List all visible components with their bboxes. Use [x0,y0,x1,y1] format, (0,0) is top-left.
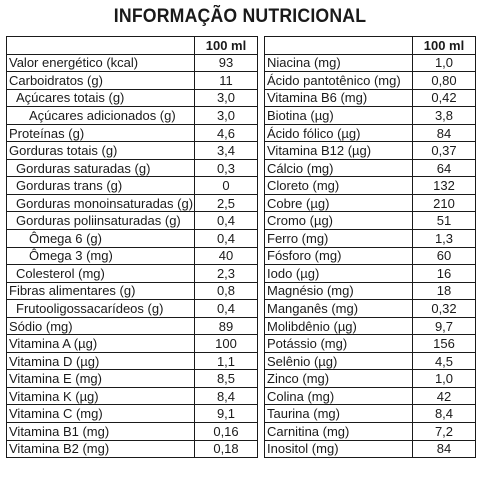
nutrient-name: Cobre (µg) [265,194,413,212]
table-row [265,89,476,107]
nutrient-name: Potássio (mg) [265,335,413,353]
nutrient-name: Gorduras totais (g) [7,142,195,160]
nutrient-value: 60 [413,247,476,265]
table-row [7,72,258,90]
nutrient-name: Magnésio (mg) [265,282,413,300]
table-row [265,194,476,212]
table-row [7,212,258,230]
nutrient-value: 40 [195,247,258,265]
nutrient-value: 89 [195,317,258,335]
table-row [7,230,258,248]
nutrient-name: Cloreto (mg) [265,177,413,195]
page-title: INFORMAÇÃO NUTRICIONAL [113,6,367,27]
nutrient-value: 8,4 [195,387,258,405]
nutrient-value: 9,1 [195,405,258,423]
nutrient-name: Vitamina C (mg) [7,405,195,423]
table-row [265,405,476,423]
table-header-row [7,37,258,55]
header-blank-cell [265,37,413,55]
table-row [265,142,476,160]
nutrient-name: Gorduras poliinsaturadas (g) [7,212,195,230]
nutrient-value: 0,16 [195,423,258,441]
nutrient-name: Vitamina E (mg) [7,370,195,388]
nutrient-value: 0,18 [195,440,258,458]
nutrient-value: 0,4 [195,300,258,318]
nutrient-name: Carnitina (mg) [265,423,413,441]
nutrient-name: Vitamina D (µg) [7,352,195,370]
nutrient-value: 18 [413,282,476,300]
nutrient-value: 1,3 [413,230,476,248]
nutrient-value: 210 [413,194,476,212]
nutrient-value: 1,0 [413,370,476,388]
nutrient-name: Inositol (mg) [265,440,413,458]
nutrient-value: 1,0 [413,54,476,72]
nutrient-name: Biotina (µg) [265,107,413,125]
nutrient-name: Zinco (mg) [265,370,413,388]
nutrient-name: Niacina (mg) [265,54,413,72]
nutrient-name: Gorduras monoinsaturadas (g) [7,194,195,212]
nutrient-value: 156 [413,335,476,353]
table-row [265,440,476,458]
nutrient-name: Fibras alimentares (g) [7,282,195,300]
nutrient-value: 0,37 [413,142,476,160]
nutrient-name: Açúcares adicionados (g) [7,107,195,125]
table-row [265,370,476,388]
nutrient-value: 100 [195,335,258,353]
header-blank-cell [7,37,195,55]
nutrient-value: 0 [195,177,258,195]
table-row [265,159,476,177]
nutrient-name: Gorduras saturadas (g) [7,159,195,177]
nutrient-value: 0,4 [195,230,258,248]
nutrient-value: 2,3 [195,265,258,283]
table-row [7,387,258,405]
nutrition-table-right [264,36,476,458]
table-row [265,247,476,265]
nutrient-value: 7,2 [413,423,476,441]
nutrient-value: 93 [195,54,258,72]
nutrient-value: 1,1 [195,352,258,370]
nutrient-name: Colesterol (mg) [7,265,195,283]
nutrient-name: Molibdênio (µg) [265,317,413,335]
nutrient-name: Proteínas (g) [7,124,195,142]
nutrient-name: Selênio (µg) [265,352,413,370]
nutrient-value: 84 [413,440,476,458]
nutrient-value: 0,3 [195,159,258,177]
nutrient-value: 8,4 [413,405,476,423]
table-row [265,300,476,318]
nutrient-value: 64 [413,159,476,177]
table-row [7,247,258,265]
nutrient-value: 0,42 [413,89,476,107]
nutrient-name: Cromo (µg) [265,212,413,230]
table-row [7,352,258,370]
nutrient-value: 0,32 [413,300,476,318]
nutrient-value: 84 [413,124,476,142]
nutrient-value: 9,7 [413,317,476,335]
nutrient-value: 2,5 [195,194,258,212]
nutrient-name: Fósforo (mg) [265,247,413,265]
header-serving-cell: 100 ml [195,37,258,55]
table-row [7,370,258,388]
nutrition-table-left [6,36,258,458]
nutrient-value: 51 [413,212,476,230]
nutrient-value: 8,5 [195,370,258,388]
table-row [7,159,258,177]
nutrient-name: Ácido pantotênico (mg) [265,72,413,90]
nutrient-value: 16 [413,265,476,283]
table-row [265,387,476,405]
nutrient-name: Vitamina B6 (mg) [265,89,413,107]
nutrient-value: 0,4 [195,212,258,230]
table-row [265,335,476,353]
table-row [265,423,476,441]
table-row [265,54,476,72]
table-row [7,440,258,458]
nutrient-name: Ácido fólico (µg) [265,124,413,142]
nutrient-name: Vitamina K (µg) [7,387,195,405]
header-serving-cell: 100 ml [413,37,476,55]
nutrient-name: Vitamina A (µg) [7,335,195,353]
nutrient-name: Ferro (mg) [265,230,413,248]
table-row [265,212,476,230]
nutrient-value: 0,80 [413,72,476,90]
nutrient-value: 4,6 [195,124,258,142]
nutrient-value: 3,0 [195,107,258,125]
nutrient-value: 11 [195,72,258,90]
table-row [7,89,258,107]
nutrient-name: Vitamina B1 (mg) [7,423,195,441]
table-row [7,142,258,160]
table-row [7,282,258,300]
nutrient-value: 3,8 [413,107,476,125]
nutrient-name: Ômega 3 (mg) [7,247,195,265]
nutrient-value: 0,8 [195,282,258,300]
nutrient-name: Taurina (mg) [265,405,413,423]
nutrient-name: Gorduras trans (g) [7,177,195,195]
nutrient-name: Valor energético (kcal) [7,54,195,72]
table-row [265,317,476,335]
table-row [7,107,258,125]
table-row [265,177,476,195]
nutrient-value: 3,0 [195,89,258,107]
table-header-row [265,37,476,55]
table-row [7,265,258,283]
nutrient-name: Manganês (mg) [265,300,413,318]
nutrient-value: 132 [413,177,476,195]
table-row [7,124,258,142]
table-row [265,72,476,90]
nutrient-name: Carboidratos (g) [7,72,195,90]
table-row [7,300,258,318]
table-row [7,194,258,212]
table-row [265,107,476,125]
table-row [7,177,258,195]
nutrient-value: 4,5 [413,352,476,370]
table-row [265,282,476,300]
table-row [7,423,258,441]
table-row [7,335,258,353]
nutrient-name: Frutooligossacarídeos (g) [7,300,195,318]
table-row [7,405,258,423]
table-row [265,230,476,248]
nutrient-name: Vitamina B12 (µg) [265,142,413,160]
nutrient-value: 42 [413,387,476,405]
table-row [7,317,258,335]
nutrient-name: Iodo (µg) [265,265,413,283]
table-row [265,265,476,283]
nutrient-value: 3,4 [195,142,258,160]
table-row [265,124,476,142]
nutrient-name: Açúcares totais (g) [7,89,195,107]
nutrient-name: Ômega 6 (g) [7,230,195,248]
nutrient-name: Vitamina B2 (mg) [7,440,195,458]
nutrient-name: Cálcio (mg) [265,159,413,177]
table-row [7,54,258,72]
table-row [265,352,476,370]
nutrient-name: Colina (mg) [265,387,413,405]
nutrient-name: Sódio (mg) [7,317,195,335]
